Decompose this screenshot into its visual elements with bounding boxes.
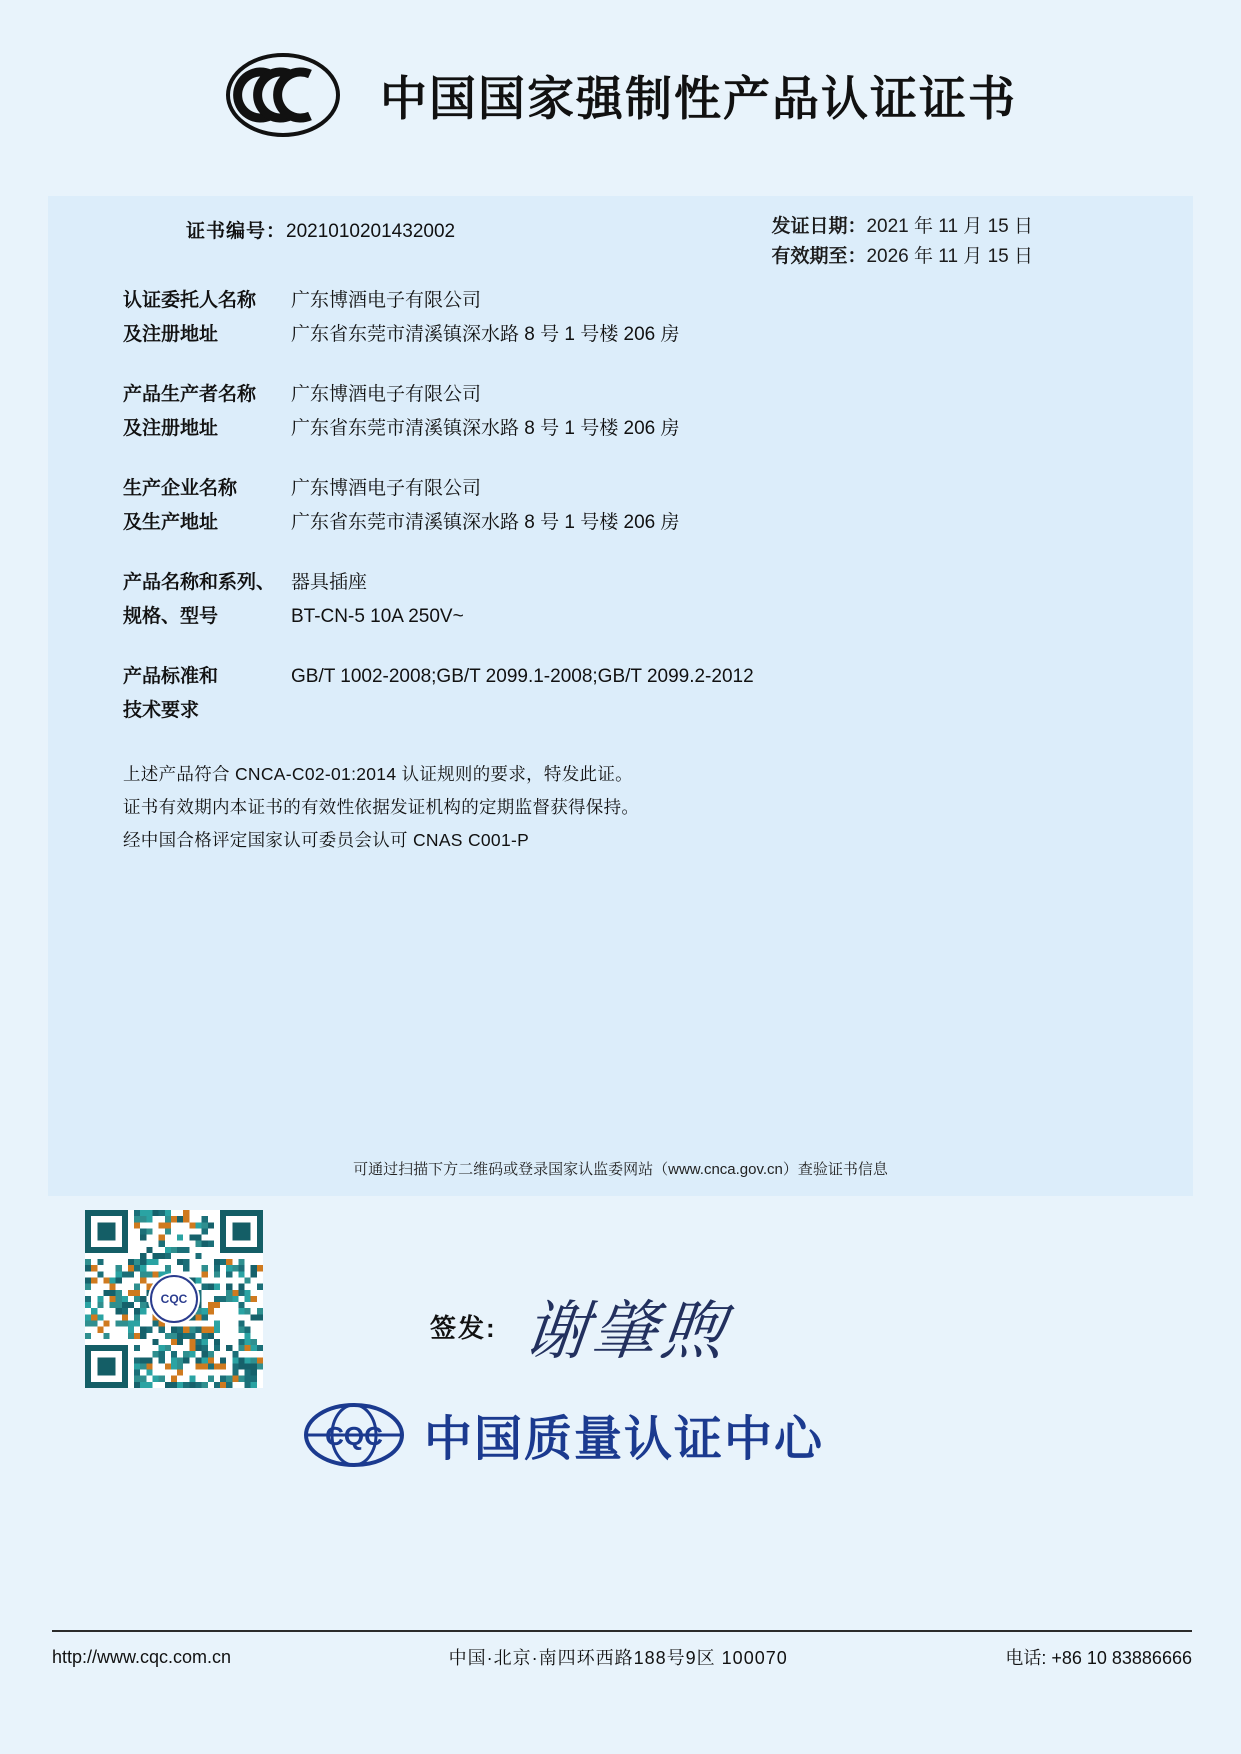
certificate-notes [123,758,639,857]
field-value [291,660,1123,694]
field-value [291,284,1123,352]
qr-center-text: CQC [150,1275,198,1323]
field-value-line1: GB/T 1002-2008;GB/T 2099.1-2008;GB/T 2099.2-2012 [291,666,754,687]
field-label-line1: 生产企业名称 [123,478,238,499]
issue-date-label: 发证日期： [771,216,867,237]
footer-website[interactable]: http://www.cqc.com.cn [52,1646,232,1667]
note-line: 证书有效期内本证书的有效性依据发证机构的定期监督获得保持。 [123,797,640,817]
field-label-line2: 及生产地址 [123,512,219,533]
field-row [123,378,1123,446]
field-label-line1: 产品生产者名称 [123,384,257,405]
field-value-line2: BT-CN-5 10A 250V~ [291,606,464,627]
issue-date-value: 2021 年 11 月 15 日 [866,216,1033,237]
certificate-header [0,0,1241,190]
certificate-number [186,216,455,243]
qr-code[interactable] [85,1210,263,1388]
cqc-logo-row [300,1400,824,1469]
certificate-number-label: 证书编号： [186,221,287,242]
field-value [291,472,1123,540]
issue-date-row [771,212,1033,242]
qr-center-logo [148,1273,200,1325]
footer-divider [52,1630,1192,1632]
certificate-dates [771,212,1033,272]
field-label-line2: 及注册地址 [123,324,219,345]
field-row [123,566,1123,634]
field-value-line1: 广东博酒电子有限公司 [291,478,482,499]
valid-until-label: 有效期至： [771,246,867,267]
verify-note: 可通过扫描下方二维码或登录国家认监委网站（www.cnca.gov.cn）查验证书信息 [353,1161,888,1178]
certificate-fields [123,284,1123,754]
footer-phone: 电话: +86 10 83886666 [1005,1648,1192,1668]
field-value [291,566,1123,634]
signature-block [430,1280,732,1372]
field-row [123,472,1123,540]
field-value-line1: 广东博酒电子有限公司 [291,384,482,405]
field-label [123,378,291,446]
certificate-number-value: 2021010201432002 [286,221,456,242]
cqc-name: 中国质量认证中心 [424,1413,825,1466]
note-line: 上述产品符合 CNCA-C02-01:2014 认证规则的要求，特发此证。 [123,764,633,784]
page-title: 中国国家强制性产品认证证书 [380,71,1017,125]
footer-address: 中国·北京·南四环西路188号9区 100070 [448,1648,788,1668]
ccc-logo [224,52,342,138]
field-value [291,378,1123,446]
field-label [123,660,291,728]
svg-text:CQC: CQC [325,1420,383,1451]
field-value-line1: 广东博酒电子有限公司 [291,290,482,311]
field-label [123,472,291,540]
note-line: 经中国合格评定国家认可委员会认可 CNAS C001-P [123,830,530,850]
field-row [123,660,1123,728]
valid-until-value: 2026 年 11 月 15 日 [866,246,1033,267]
valid-until-row [771,242,1033,272]
field-label-line1: 产品名称和系列、 [123,572,276,593]
field-value-line2: 广东省东莞市清溪镇深水路 8 号 1 号楼 206 房 [291,512,680,533]
field-label-line1: 产品标准和 [123,666,219,687]
field-value-line2: 广东省东莞市清溪镇深水路 8 号 1 号楼 206 房 [291,418,680,439]
page-footer [52,1644,1192,1670]
field-label [123,566,291,634]
field-value-line1: 器具插座 [291,572,368,593]
field-row [123,284,1123,352]
signature-name: 谢肇煦 [520,1295,732,1369]
field-label [123,284,291,352]
field-value-line2: 广东省东莞市清溪镇深水路 8 号 1 号楼 206 房 [291,324,680,345]
field-label-line1: 认证委托人名称 [123,290,257,311]
field-label-line2: 规格、型号 [123,606,219,627]
signature-label: 签发: [430,1312,497,1343]
field-label-line2: 及注册地址 [123,418,219,439]
field-label-line2: 技术要求 [123,700,200,721]
cqc-globe-icon [300,1401,408,1469]
certificate-body-panel [48,196,1193,1196]
